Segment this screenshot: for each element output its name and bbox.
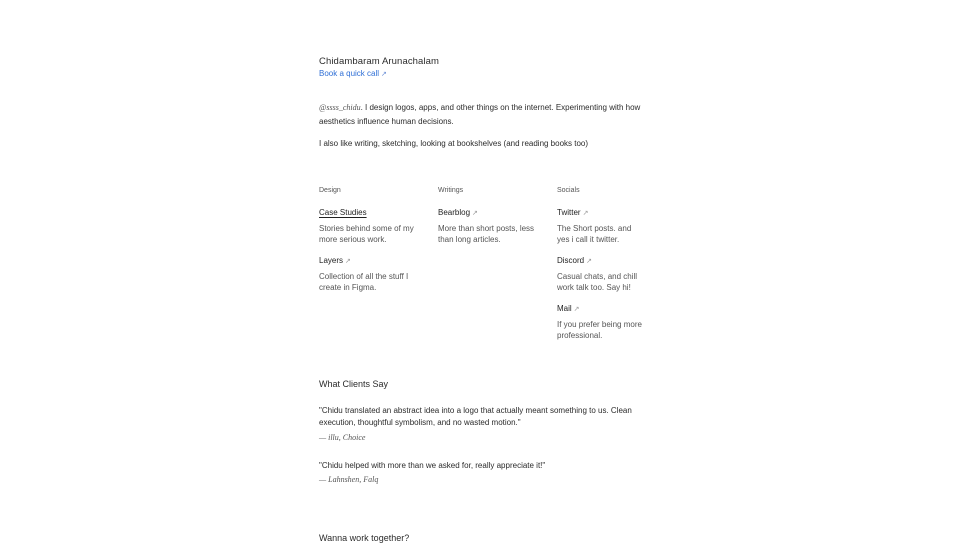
socials-heading: Socials xyxy=(557,187,580,194)
design-heading: Design xyxy=(319,187,341,194)
layers-link[interactable] xyxy=(319,256,351,265)
bearblog-desc: More than short posts, less than long articles. xyxy=(438,224,535,244)
intro-text: . I design logos, apps, and other things on the internet. Experimenting with how aesthetics influence human decisions. xyxy=(319,103,641,126)
external-link-icon: ↗ xyxy=(582,210,589,217)
mail-label: Mail xyxy=(557,304,572,313)
testimonial-attribution: — Lahnshen, Falq xyxy=(319,475,379,484)
hobbies-text: I also like writing, sketching, looking at bookshelves (and reading books too) xyxy=(319,139,589,148)
book-call-link[interactable] xyxy=(319,69,387,78)
testimonial-quote: "Chidu translated an abstract idea into a logo that actually meant something to us. Clean execution, thoughtful symbolism, and no wasted motion." xyxy=(319,406,632,427)
external-link-icon: ↗ xyxy=(472,210,478,217)
external-link-icon: ↗ xyxy=(381,71,387,78)
writings-heading: Writings xyxy=(438,187,464,194)
intro-paragraph xyxy=(319,101,649,128)
external-link-icon: ↗ xyxy=(573,306,580,313)
work-together-heading: Wanna work together? xyxy=(319,533,410,543)
clients-heading: What Clients Say xyxy=(319,379,389,389)
discord-link[interactable] xyxy=(557,256,592,265)
external-link-icon: ↗ xyxy=(345,258,351,265)
twitter-link[interactable] xyxy=(557,208,588,217)
external-link-icon: ↗ xyxy=(586,258,592,265)
testimonial-attribution: — illu, Choice xyxy=(319,433,366,442)
layers-desc: Collection of all the stuff I create in Figma. xyxy=(319,272,409,292)
handle[interactable]: @ssss_chidu xyxy=(319,103,361,112)
testimonial-quote: "Chidu helped with more than we asked for, really appreciate it!" xyxy=(319,461,546,470)
mail-link[interactable] xyxy=(557,304,580,313)
case-studies-link[interactable]: Case Studies xyxy=(319,208,367,217)
bearblog-link[interactable] xyxy=(438,208,478,217)
twitter-label: Twitter xyxy=(557,208,581,217)
twitter-desc: The Short posts. and yes i call it twitter. xyxy=(557,224,632,244)
bearblog-label: Bearblog xyxy=(438,208,471,217)
layers-label: Layers xyxy=(319,256,344,265)
case-studies-desc: Stories behind some of my more serious work. xyxy=(319,224,414,244)
book-call-label: Book a quick call xyxy=(319,69,380,78)
author-name: Chidambaram Arunachalam xyxy=(319,56,440,67)
mail-desc: If you prefer being more professional. xyxy=(557,320,642,340)
discord-desc: Casual chats, and chill work talk too. Say hi! xyxy=(557,272,638,292)
discord-label: Discord xyxy=(557,256,585,265)
